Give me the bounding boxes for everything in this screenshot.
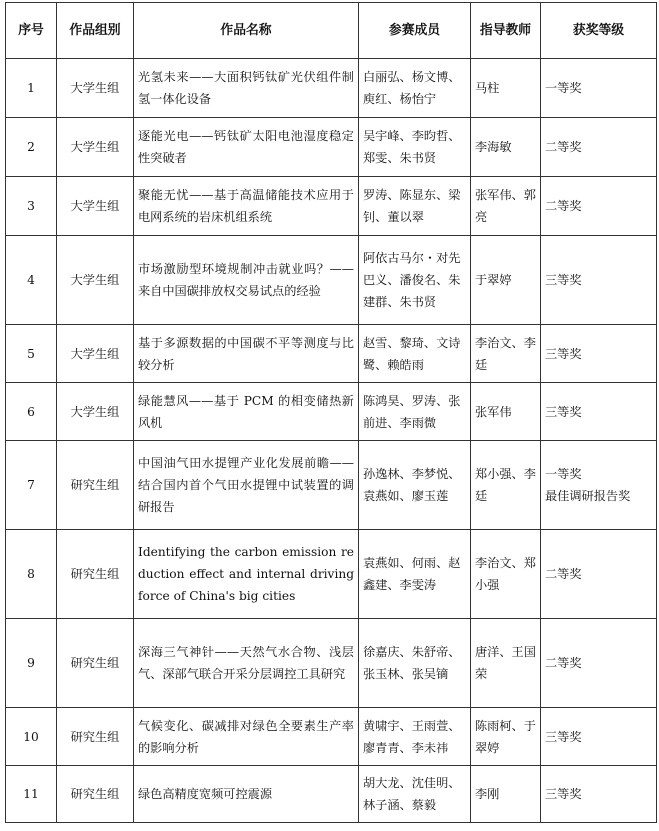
- row-award: 三等奖: [541, 708, 657, 766]
- row-index: 4: [6, 236, 57, 325]
- row-index: 9: [6, 619, 57, 708]
- header-members: 参赛成员: [359, 3, 471, 59]
- table-row: [6, 766, 657, 823]
- row-index: 6: [6, 383, 57, 441]
- table-row: [6, 236, 657, 325]
- row-work-name: 基于多源数据的中国碳不平等测度与比较分析: [134, 325, 359, 383]
- header-index: 序号: [6, 3, 57, 59]
- row-work-name: 绿能慧风——基于 PCM 的相变储热新风机: [134, 383, 359, 441]
- row-members: 罗涛、陈显东、梁钊、董以翠: [359, 177, 471, 236]
- row-award: 三等奖: [541, 766, 657, 823]
- row-award: [541, 441, 657, 530]
- table-row: [6, 708, 657, 766]
- row-members: 袁燕如、何雨、赵鑫建、李雯涛: [359, 530, 471, 619]
- row-members: 陈鸿昊、罗涛、张前进、李雨微: [359, 383, 471, 441]
- header-advisor: 指导教师: [471, 3, 541, 59]
- row-advisor: 李治文、李廷: [471, 325, 541, 383]
- row-members: 孙逸林、李梦悦、袁燕如、廖玉莲: [359, 441, 471, 530]
- row-members: 黄啸宇、王雨萱、廖青青、李未祎: [359, 708, 471, 766]
- row-award: 一等奖: [541, 59, 657, 118]
- row-award: 二等奖: [541, 177, 657, 236]
- table-row: [6, 530, 657, 619]
- table-row: [6, 59, 657, 118]
- row-advisor: 唐洋、王国荣: [471, 619, 541, 708]
- row-members: 吴宇峰、李昀哲、郑雯、朱书贤: [359, 118, 471, 177]
- row-advisor: 于翠婷: [471, 236, 541, 325]
- header-group: 作品组别: [57, 3, 134, 59]
- row-award-primary: 一等奖: [545, 467, 582, 481]
- row-work-name: 逐能光电——钙钛矿太阳电池湿度稳定性突破者: [134, 118, 359, 177]
- row-award: 二等奖: [541, 118, 657, 177]
- table-row: [6, 619, 657, 708]
- row-work-name: 深海三气神针——天然气水合物、浅层气、深部气联合开采分层调控工具研究: [134, 619, 359, 708]
- table-row: [6, 441, 657, 530]
- row-group: 大学生组: [57, 325, 134, 383]
- row-advisor: 陈雨柯、于翠婷: [471, 708, 541, 766]
- row-index: 10: [6, 708, 57, 766]
- row-group: 研究生组: [57, 766, 134, 823]
- row-group: 研究生组: [57, 708, 134, 766]
- row-advisor: 李治文、郑小强: [471, 530, 541, 619]
- table-header-row: [6, 3, 657, 59]
- row-members: 胡大龙、沈佳明、林子涵、蔡毅: [359, 766, 471, 823]
- row-advisor: 李刚: [471, 766, 541, 823]
- row-group: 研究生组: [57, 530, 134, 619]
- header-work-name: 作品名称: [134, 3, 359, 59]
- row-group: 大学生组: [57, 177, 134, 236]
- row-advisor: 郑小强、李廷: [471, 441, 541, 530]
- row-members: 徐嘉庆、朱舒帝、张玉林、张吴镝: [359, 619, 471, 708]
- row-group: 大学生组: [57, 59, 134, 118]
- row-group: 大学生组: [57, 236, 134, 325]
- table-row: [6, 118, 657, 177]
- row-award-secondary: 最佳调研报告奖: [545, 489, 631, 503]
- row-index: 5: [6, 325, 57, 383]
- awards-table: [5, 2, 657, 823]
- row-work-name: 市场激励型环境规制冲击就业吗？——来自中国碳排放权交易试点的经验: [134, 236, 359, 325]
- row-group: 大学生组: [57, 383, 134, 441]
- row-work-name: 聚能无忧——基于高温储能技术应用于电网系统的岩床机组系统: [134, 177, 359, 236]
- row-award: 二等奖: [541, 530, 657, 619]
- row-work-name: 气候变化、碳减排对绿色全要素生产率的影响分析: [134, 708, 359, 766]
- row-group: 研究生组: [57, 619, 134, 708]
- row-advisor: 李海敏: [471, 118, 541, 177]
- row-group: 研究生组: [57, 441, 134, 530]
- row-index: 1: [6, 59, 57, 118]
- row-index: 8: [6, 530, 57, 619]
- row-advisor: 张军伟、郭亮: [471, 177, 541, 236]
- row-advisor: 马柱: [471, 59, 541, 118]
- row-group: 大学生组: [57, 118, 134, 177]
- row-award: 二等奖: [541, 619, 657, 708]
- row-members: 白丽弘、杨文博、庾红、杨怡宁: [359, 59, 471, 118]
- row-work-name: 绿色高精度宽频可控震源: [134, 766, 359, 823]
- table-row: [6, 177, 657, 236]
- table-row: [6, 383, 657, 441]
- row-index: 3: [6, 177, 57, 236]
- row-work-name: 中国油气田水提锂产业化发展前瞻——结合国内首个气田水提锂中试装置的调研报告: [134, 441, 359, 530]
- row-index: 11: [6, 766, 57, 823]
- row-work-name: 光氢未来——大面积钙钛矿光伏组件制氢一体化设备: [134, 59, 359, 118]
- row-members: 赵雪、黎琦、文诗鹭、赖皓雨: [359, 325, 471, 383]
- table-row: [6, 325, 657, 383]
- row-index: 2: [6, 118, 57, 177]
- row-award: 三等奖: [541, 325, 657, 383]
- row-work-name: Identifying the carbon emission reduction effect and internal driving force of China's big cities: [134, 530, 359, 619]
- header-award: 获奖等级: [541, 3, 657, 59]
- row-award: 三等奖: [541, 383, 657, 441]
- row-members: 阿依古马尔・对先巴义、潘俊名、朱建群、朱书贤: [359, 236, 471, 325]
- row-index: 7: [6, 441, 57, 530]
- row-advisor: 张军伟: [471, 383, 541, 441]
- row-award: 三等奖: [541, 236, 657, 325]
